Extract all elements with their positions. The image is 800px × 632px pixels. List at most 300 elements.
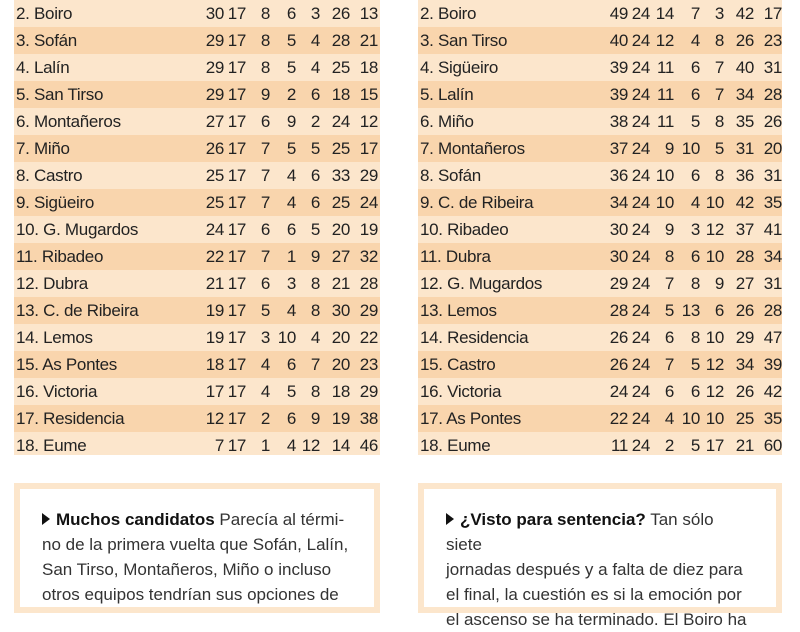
stat-cell: 30	[609, 247, 628, 266]
stat-cell: 17	[227, 139, 246, 158]
stat-cell: 4	[286, 436, 296, 455]
stat-cell: 17	[227, 85, 246, 104]
stat-cell: 39	[609, 58, 628, 77]
stat-cell: 3	[690, 220, 700, 239]
stat-cell: 5	[664, 301, 674, 320]
stat-cell: 37	[609, 139, 628, 158]
article-lead: Muchos candidatos	[56, 510, 215, 529]
stat-cell: 35	[763, 193, 782, 212]
stat-cell: 30	[331, 301, 350, 320]
team-name: 15. Castro	[420, 355, 496, 374]
stat-cell: 9	[310, 247, 320, 266]
stat-cell: 25	[331, 193, 350, 212]
stat-cell: 4	[286, 301, 296, 320]
stat-cell: 7	[690, 4, 700, 23]
stat-cell: 7	[260, 247, 270, 266]
stat-cell: 24	[631, 166, 650, 185]
stat-cell: 3	[260, 328, 270, 347]
stat-cell: 19	[359, 220, 378, 239]
table-row	[418, 0, 782, 27]
table-row	[14, 324, 380, 351]
stat-cell: 41	[763, 220, 782, 239]
stat-cell: 2	[260, 409, 270, 428]
table-row	[14, 189, 380, 216]
table-row	[418, 81, 782, 108]
stat-cell: 29	[359, 166, 378, 185]
stat-cell: 10	[655, 193, 674, 212]
team-name: 10. G. Mugardos	[16, 220, 139, 239]
stat-cell: 42	[735, 4, 754, 23]
stat-cell: 17	[359, 139, 378, 158]
stat-cell: 5	[690, 355, 700, 374]
table-row	[418, 54, 782, 81]
stat-cell: 17	[227, 247, 246, 266]
table-row	[14, 351, 380, 378]
stat-cell: 11	[656, 58, 674, 77]
stat-cell: 17	[227, 436, 246, 455]
stat-cell: 39	[609, 85, 628, 104]
stat-cell: 8	[260, 31, 270, 50]
team-name: 4. Lalín	[16, 58, 70, 77]
table-row	[14, 243, 380, 270]
stat-cell: 17	[227, 274, 246, 293]
stat-cell: 17	[227, 382, 246, 401]
stat-cell: 8	[260, 58, 270, 77]
stat-cell: 6	[286, 355, 296, 374]
stat-cell: 19	[205, 328, 224, 347]
stat-cell: 17	[227, 166, 246, 185]
stat-cell: 6	[714, 301, 724, 320]
article-box-right	[418, 483, 782, 629]
stat-cell: 29	[205, 58, 224, 77]
table-row	[14, 297, 380, 324]
stat-cell: 8	[690, 328, 700, 347]
stat-cell: 6	[690, 166, 700, 185]
stat-cell: 3	[286, 274, 296, 293]
stat-cell: 33	[331, 166, 350, 185]
stat-cell: 2	[286, 85, 296, 104]
stat-cell: 7	[664, 274, 674, 293]
stat-cell: 5	[310, 220, 320, 239]
stat-cell: 22	[205, 247, 224, 266]
stat-cell: 7	[714, 85, 724, 104]
table-row	[14, 405, 380, 432]
triangle-bullet-icon	[42, 513, 50, 525]
team-name: 8. Sofán	[420, 166, 481, 185]
stat-cell: 40	[609, 31, 628, 50]
stat-cell: 34	[763, 247, 782, 266]
table-row	[418, 108, 782, 135]
table-row	[418, 243, 782, 270]
stat-cell: 7	[664, 355, 674, 374]
article-line: jornadas después y a falta de diez para	[446, 560, 743, 579]
stat-cell: 24	[631, 85, 650, 104]
stat-cell: 4	[286, 193, 296, 212]
stat-cell: 5	[286, 31, 296, 50]
stat-cell: 4	[260, 382, 270, 401]
stat-cell: 20	[331, 355, 350, 374]
table-row	[14, 81, 380, 108]
table-row	[14, 378, 380, 405]
stat-cell: 4	[310, 31, 320, 50]
stat-cell: 25	[205, 193, 224, 212]
stat-cell: 24	[631, 409, 650, 428]
team-name: 9. Sigüeiro	[16, 193, 94, 212]
team-name: 2. Boiro	[420, 4, 477, 23]
table-row	[418, 432, 782, 459]
team-name: 5. San Tirso	[16, 85, 104, 104]
stat-cell: 5	[690, 112, 700, 131]
article-line: el final, la cuestión es si la emoción por	[446, 585, 742, 604]
stat-cell: 8	[714, 166, 724, 185]
stat-cell: 12	[359, 112, 378, 131]
team-name: 7. Montañeros	[420, 139, 525, 158]
article-text-left	[20, 489, 374, 607]
stat-cell: 8	[664, 247, 674, 266]
stat-cell: 28	[359, 274, 378, 293]
stat-cell: 28	[609, 301, 628, 320]
stat-cell: 26	[735, 301, 754, 320]
stat-cell: 21	[331, 274, 350, 293]
team-name: 16. Victoria	[16, 382, 98, 401]
stat-cell: 19	[205, 301, 224, 320]
stat-cell: 24	[631, 139, 650, 158]
article-lead: ¿Visto para sentencia?	[460, 510, 646, 529]
stat-cell: 31	[763, 274, 782, 293]
stat-cell: 17	[227, 409, 246, 428]
stat-cell: 17	[227, 328, 246, 347]
stat-cell: 17	[227, 4, 246, 23]
stat-cell: 2	[310, 112, 320, 131]
stat-cell: 4	[690, 31, 700, 50]
stat-cell: 4	[690, 193, 700, 212]
stat-cell: 36	[609, 166, 628, 185]
article-text-right	[424, 489, 776, 629]
stat-cell: 23	[359, 355, 378, 374]
stat-cell: 6	[260, 220, 270, 239]
stat-cell: 8	[690, 274, 700, 293]
team-name: 3. San Tirso	[420, 31, 508, 50]
team-name: 11. Ribadeo	[16, 247, 104, 266]
stat-cell: 7	[260, 139, 270, 158]
stat-cell: 5	[286, 382, 296, 401]
stat-cell: 4	[286, 166, 296, 185]
stat-cell: 37	[735, 220, 754, 239]
stat-cell: 8	[714, 112, 724, 131]
stat-cell: 35	[763, 409, 782, 428]
team-name: 17. As Pontes	[420, 409, 522, 428]
stat-cell: 12	[205, 409, 224, 428]
stat-cell: 20	[331, 220, 350, 239]
table-row	[418, 27, 782, 54]
stat-cell: 9	[714, 274, 724, 293]
stat-cell: 24	[631, 328, 650, 347]
article-line: Tan sólo siete	[446, 510, 714, 554]
stat-cell: 10	[705, 247, 724, 266]
stat-cell: 5	[310, 139, 320, 158]
article-line: San Tirso, Montañeros, Miño o incluso	[42, 560, 332, 579]
stat-cell: 6	[286, 220, 296, 239]
stat-cell: 36	[735, 166, 754, 185]
stat-cell: 24	[631, 301, 650, 320]
stat-cell: 20	[763, 139, 782, 158]
stat-cell: 12	[301, 436, 320, 455]
stat-cell: 4	[260, 355, 270, 374]
stat-cell: 25	[205, 166, 224, 185]
stat-cell: 28	[735, 247, 754, 266]
stat-cell: 26	[205, 139, 224, 158]
stat-cell: 25	[331, 139, 350, 158]
table-row	[418, 162, 782, 189]
stat-cell: 11	[610, 436, 628, 455]
stat-cell: 31	[735, 139, 754, 158]
stat-cell: 24	[631, 112, 650, 131]
stat-cell: 3	[310, 4, 320, 23]
stat-cell: 27	[205, 112, 224, 131]
stat-cell: 26	[609, 328, 628, 347]
table-row	[418, 378, 782, 405]
table-row	[14, 0, 380, 27]
stat-cell: 21	[359, 31, 378, 50]
table-row	[14, 27, 380, 54]
triangle-bullet-icon	[446, 513, 454, 525]
stat-cell: 11	[656, 85, 674, 104]
team-name: 2. Boiro	[16, 4, 73, 23]
stat-cell: 40	[735, 58, 754, 77]
team-name: 5. Lalín	[420, 85, 474, 104]
stat-cell: 7	[214, 436, 224, 455]
stat-cell: 24	[205, 220, 224, 239]
stat-cell: 34	[735, 85, 754, 104]
stat-cell: 29	[205, 85, 224, 104]
stat-cell: 17	[227, 220, 246, 239]
table-row	[418, 324, 782, 351]
stat-cell: 6	[690, 58, 700, 77]
stat-cell: 18	[359, 58, 378, 77]
stat-cell: 24	[631, 436, 650, 455]
stat-cell: 24	[631, 247, 650, 266]
stat-cell: 12	[705, 220, 724, 239]
stat-cell: 10	[277, 328, 296, 347]
standings-table-left	[14, 0, 380, 455]
team-name: 12. Dubra	[16, 274, 88, 293]
stat-cell: 9	[260, 85, 270, 104]
stat-cell: 10	[705, 328, 724, 347]
stat-cell: 29	[735, 328, 754, 347]
stat-cell: 7	[714, 58, 724, 77]
team-name: 14. Residencia	[420, 328, 529, 347]
stat-cell: 4	[310, 328, 320, 347]
stat-cell: 30	[609, 220, 628, 239]
stat-cell: 9	[310, 409, 320, 428]
table-row	[418, 189, 782, 216]
stat-cell: 25	[331, 58, 350, 77]
stat-cell: 24	[631, 58, 650, 77]
table-row	[14, 270, 380, 297]
stat-cell: 8	[310, 382, 320, 401]
stat-cell: 24	[631, 31, 650, 50]
team-name: 16. Victoria	[420, 382, 502, 401]
stat-cell: 7	[260, 193, 270, 212]
stat-cell: 8	[260, 4, 270, 23]
stat-cell: 1	[260, 436, 270, 455]
stat-cell: 6	[260, 112, 270, 131]
stat-cell: 29	[609, 274, 628, 293]
stat-cell: 4	[310, 58, 320, 77]
stat-cell: 26	[763, 112, 782, 131]
stat-cell: 26	[609, 355, 628, 374]
stat-cell: 29	[359, 301, 378, 320]
stat-cell: 29	[359, 382, 378, 401]
stat-cell: 12	[655, 31, 674, 50]
stat-cell: 5	[286, 139, 296, 158]
stat-cell: 5	[286, 58, 296, 77]
stat-cell: 22	[359, 328, 378, 347]
stat-cell: 6	[690, 85, 700, 104]
stat-cell: 12	[705, 355, 724, 374]
table-row	[418, 351, 782, 378]
stat-cell: 10	[681, 409, 700, 428]
team-name: 6. Montañeros	[16, 112, 121, 131]
stat-cell: 25	[735, 409, 754, 428]
stat-cell: 28	[331, 31, 350, 50]
stat-cell: 26	[735, 31, 754, 50]
stat-cell: 10	[705, 409, 724, 428]
team-name: 9. C. de Ribeira	[420, 193, 534, 212]
table-row	[14, 162, 380, 189]
stat-cell: 18	[331, 382, 350, 401]
stat-cell: 10	[655, 166, 674, 185]
stat-cell: 29	[205, 31, 224, 50]
stat-cell: 8	[714, 31, 724, 50]
table-row	[418, 297, 782, 324]
article-line: el ascenso se ha terminado. El Boiro ha	[446, 610, 747, 629]
stat-cell: 5	[714, 139, 724, 158]
stat-cell: 21	[205, 274, 224, 293]
stat-cell: 10	[705, 193, 724, 212]
stat-cell: 42	[763, 382, 782, 401]
stat-cell: 19	[331, 409, 350, 428]
stat-cell: 17	[227, 355, 246, 374]
team-name: 8. Castro	[16, 166, 83, 185]
table-row	[14, 135, 380, 162]
stat-cell: 4	[664, 409, 674, 428]
stat-cell: 42	[735, 193, 754, 212]
stat-cell: 3	[714, 4, 724, 23]
standings-table-right	[418, 0, 782, 455]
stat-cell: 6	[690, 247, 700, 266]
stat-cell: 6	[260, 274, 270, 293]
stat-cell: 17	[705, 436, 724, 455]
team-name: 10. Ribadeo	[420, 220, 509, 239]
stat-cell: 24	[631, 220, 650, 239]
stat-cell: 8	[310, 301, 320, 320]
stat-cell: 5	[690, 436, 700, 455]
stat-cell: 11	[656, 112, 674, 131]
stat-cell: 34	[609, 193, 628, 212]
stat-cell: 17	[227, 193, 246, 212]
stat-cell: 49	[609, 4, 628, 23]
article-paragraph	[446, 507, 754, 557]
stat-cell: 6	[664, 382, 674, 401]
stat-cell: 31	[763, 58, 782, 77]
team-name: 7. Miño	[16, 139, 70, 158]
stat-cell: 13	[359, 4, 378, 23]
stat-cell: 24	[359, 193, 378, 212]
stat-cell: 38	[609, 112, 628, 131]
stat-cell: 60	[763, 436, 782, 455]
team-name: 11. Dubra	[420, 247, 491, 266]
team-name: 18. Eume	[16, 436, 87, 455]
table-row	[418, 216, 782, 243]
stat-cell: 13	[681, 301, 700, 320]
team-name: 15. As Pontes	[16, 355, 118, 374]
stat-cell: 24	[631, 4, 650, 23]
stat-cell: 6	[664, 328, 674, 347]
table-row	[418, 405, 782, 432]
stat-cell: 26	[735, 382, 754, 401]
stat-cell: 6	[286, 409, 296, 428]
stat-cell: 8	[310, 274, 320, 293]
stat-cell: 17	[227, 112, 246, 131]
stat-cell: 2	[664, 436, 674, 455]
table-row	[14, 432, 380, 459]
stat-cell: 32	[359, 247, 378, 266]
stat-cell: 24	[631, 193, 650, 212]
article-paragraph	[42, 507, 352, 532]
stat-cell: 31	[763, 166, 782, 185]
stat-cell: 9	[664, 220, 674, 239]
stat-cell: 24	[631, 274, 650, 293]
stat-cell: 6	[690, 382, 700, 401]
stat-cell: 17	[227, 58, 246, 77]
stat-cell: 17	[763, 4, 782, 23]
team-name: 13. Lemos	[420, 301, 497, 320]
stat-cell: 38	[359, 409, 378, 428]
stat-cell: 28	[763, 85, 782, 104]
stat-cell: 17	[227, 301, 246, 320]
table-row	[14, 108, 380, 135]
stat-cell: 17	[227, 31, 246, 50]
stat-cell: 7	[310, 355, 320, 374]
team-name: 18. Eume	[420, 436, 491, 455]
stat-cell: 9	[664, 139, 674, 158]
team-name: 3. Sofán	[16, 31, 77, 50]
stat-cell: 7	[260, 166, 270, 185]
stat-cell: 24	[609, 382, 628, 401]
article-line: no de la primera vuelta que Sofán, Lalín,	[42, 535, 349, 554]
stat-cell: 15	[359, 85, 378, 104]
team-name: 12. G. Mugardos	[420, 274, 543, 293]
stat-cell: 39	[763, 355, 782, 374]
stat-cell: 6	[286, 4, 296, 23]
table-row	[14, 216, 380, 243]
stat-cell: 22	[609, 409, 628, 428]
stat-cell: 1	[286, 247, 296, 266]
stat-cell: 20	[331, 328, 350, 347]
stat-cell: 34	[735, 355, 754, 374]
team-name: 14. Lemos	[16, 328, 93, 347]
table-row	[14, 54, 380, 81]
table-row	[418, 270, 782, 297]
article-line: otros equipos tendrían sus opciones de	[42, 585, 339, 604]
stat-cell: 17	[205, 382, 224, 401]
stat-cell: 35	[735, 112, 754, 131]
stat-cell: 9	[286, 112, 296, 131]
stat-cell: 46	[359, 436, 378, 455]
stat-cell: 18	[205, 355, 224, 374]
stat-cell: 27	[735, 274, 754, 293]
